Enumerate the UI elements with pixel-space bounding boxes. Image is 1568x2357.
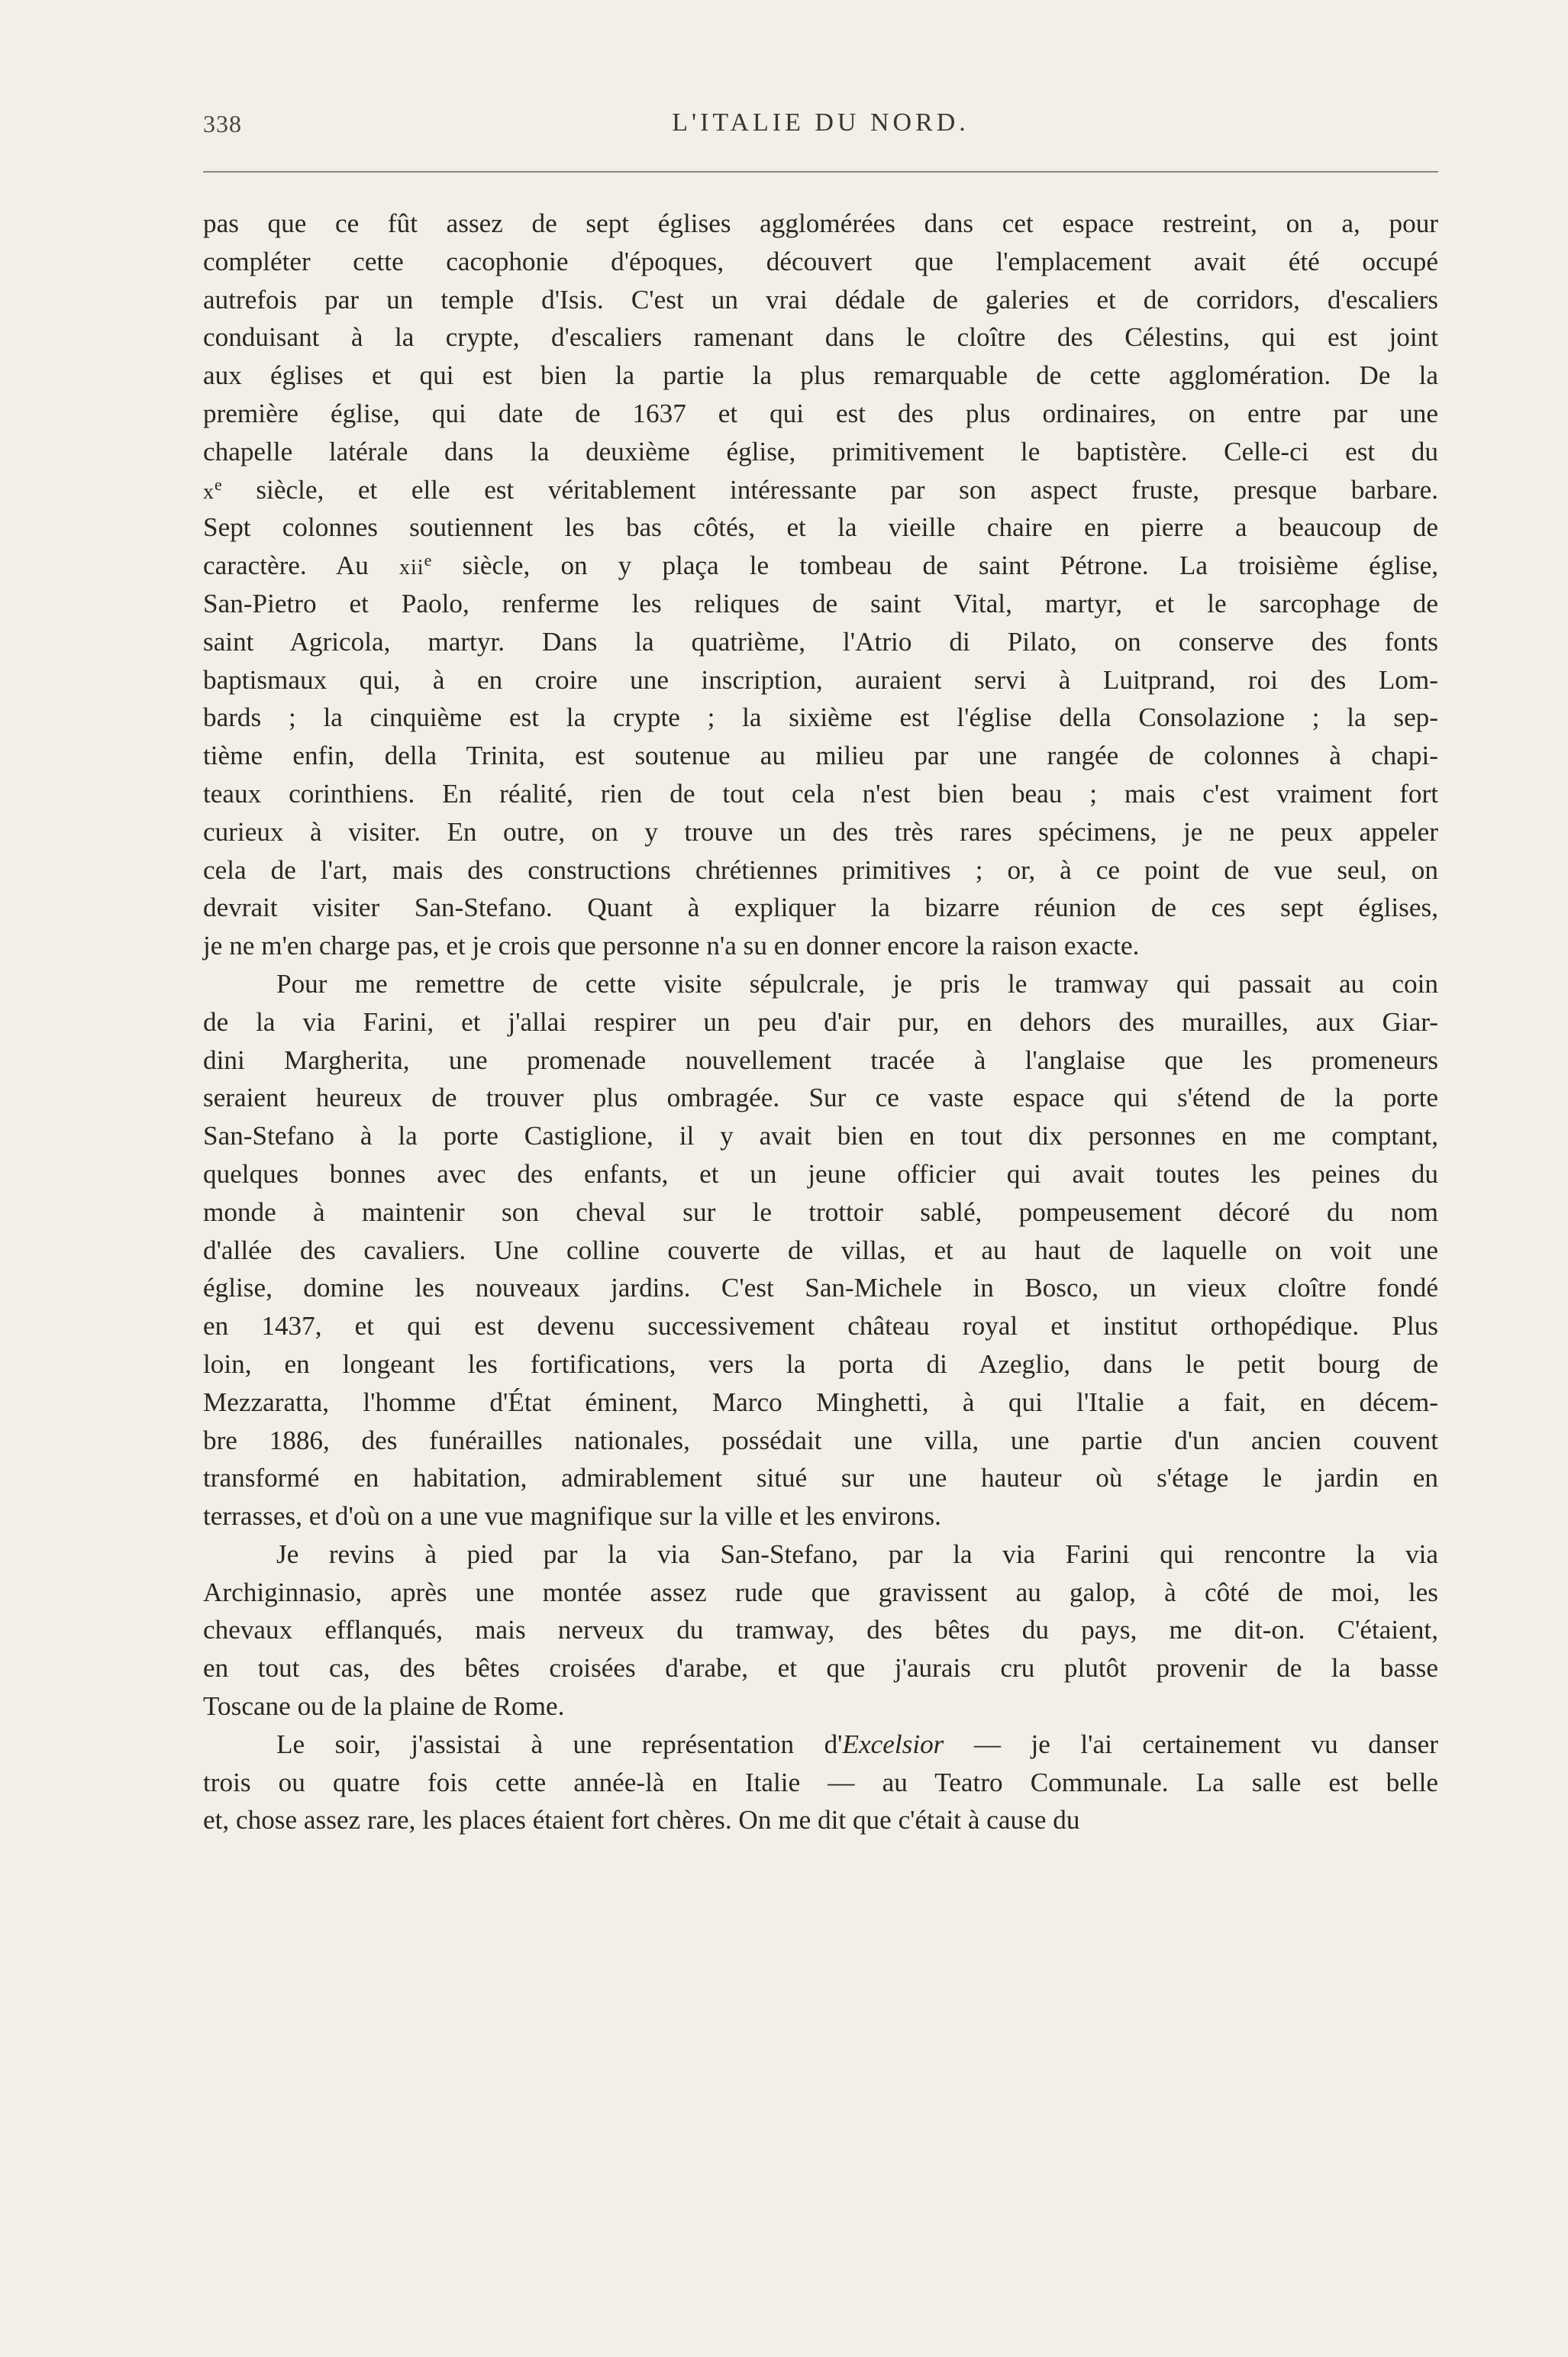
text-line: je ne m'en charge pas, et je crois que personne n'a su en donner encore la raison exacte. [203,931,1140,961]
paragraph [203,205,1438,965]
text-line [203,471,1438,509]
roman-numeral: xii [399,556,424,580]
page-header [203,105,1438,151]
text-line: San-Stefano à la porte Castiglione, il y avait bien en tout dix personnes en me comptant, [203,1121,1438,1151]
body-text [203,205,1438,1839]
text-line: Archiginnasio, après une montée assez rude que gravissent au galop, à côté de moi, les [203,1577,1438,1607]
text-line: d'allée des cavaliers. Une colline couverte de villas, et au haut de laquelle on voit une [203,1235,1438,1265]
text-line: chevaux efflanqués, mais nerveux du tramway, des bêtes du pays, me dit-on. C'étaient, [203,1615,1438,1645]
text-line: quelques bonnes avec des enfants, et un jeune officier qui avait toutes les peines du [203,1158,1438,1189]
superscript: e [424,551,432,570]
text-line [203,1726,1438,1764]
text-line: teaux corinthiens. En réalité, rien de tout cela n'est bien beau ; mais c'est vraiment fort [203,778,1438,809]
running-title: L'ITALIE DU NORD. [672,108,970,137]
text-line: San-Pietro et Paolo, renferme les reliques de saint Vital, martyr, et le sarcophage de [203,588,1438,618]
text-line: devrait visiter San-Stefano. Quant à expliquer la bizarre réunion de ces sept églises, [203,893,1438,923]
text-line: église, domine les nouveaux jardins. C'est San-Michele in Bosco, un vieux cloître fondé [203,1273,1438,1303]
header-rule [203,171,1438,173]
text-line: transformé en habitation, admirablement situé sur une hauteur où s'étage le jardin en [203,1463,1438,1493]
text-line: de la via Farini, et j'allai respirer un peu d'air pur, en dehors des murailles, aux Giar- [203,1006,1438,1037]
text-line: trois ou quatre fois cette année-là en Italie — au Teatro Communale. La salle est belle [203,1767,1438,1797]
text-span: siècle, et elle est véritablement intéressante par son aspect fruste, presque barbare. [221,474,1438,505]
text-line: autrefois par un temple d'Isis. C'est un vrai dédale de galeries et de corridors, d'escaliers [203,284,1438,315]
text-line [203,547,1438,585]
text-line: curieux à visiter. En outre, on y trouve un des très rares spécimens, je ne peux appeler [203,816,1438,847]
text-line: en 1437, et qui est devenu successivement château royal et institut orthopédique. Plus [203,1311,1438,1342]
text-line: monde à maintenir son cheval sur le trottoir sablé, pompeusement décoré du nom [203,1196,1438,1227]
text-line: Sept colonnes soutiennent les bas côtés, et la vieille chaire en pierre a beaucoup de [203,512,1438,543]
text-line: chapelle latérale dans la deuxième église, primitivement le baptistère. Celle-ci est du [203,436,1438,467]
text-line: cela de l'art, mais des constructions chrétiennes primitives ; or, à ce point de vue seul, on [203,854,1438,885]
italic-title: Excelsior [842,1729,944,1759]
text-line: bards ; la cinquième est la crypte ; la sixième est l'église della Consolazione ; la sep- [203,702,1438,733]
text-line: première église, qui date de 1637 et qui est des plus ordinaires, on entre par une [203,398,1438,428]
text-span: siècle, on y plaça le tombeau de saint Pétrone. La troisième église, [431,551,1438,581]
text-line: seraient heureux de trouver plus ombragée. Sur ce vaste espace qui s'étend de la porte [203,1083,1438,1113]
text-line: saint Agricola, martyr. Dans la quatrième, l'Atrio di Pilato, on conserve des fonts [203,626,1438,657]
text-line: Toscane ou de la plaine de Rome. [203,1691,565,1722]
text-span: Le soir, j'assistai à une représentation d' [276,1729,843,1759]
page-number: 338 [203,110,242,137]
text-span: — je l'ai certainement vu danser [944,1729,1438,1759]
text-line: et, chose assez rare, les places étaient fort chères. On me dit que c'était à cause du [203,1805,1080,1836]
text-line: compléter cette cacophonie d'époques, découvert que l'emplacement avait été occupé [203,246,1438,276]
text-line: Je revins à pied par la via San-Stefano, par la via Farini qui rencontre la via [276,1539,1438,1569]
roman-numeral: x [203,479,215,504]
text-span [203,475,215,505]
text-line: Pour me remettre de cette visite sépulcrale, je pris le tramway qui passait au coin [276,968,1438,999]
paragraph [203,1535,1438,1726]
text-line: conduisant à la crypte, d'escaliers ramenant dans le cloître des Célestins, qui est joint [203,322,1438,353]
text-line: pas que ce fût assez de sept églises agglomérées dans cet espace restreint, on a, pour [203,208,1438,238]
text-line: tième enfin, della Trinita, est soutenue au milieu par une rangée de colonnes à chapi- [203,741,1438,771]
text-line: dini Margherita, une promenade nouvellement tracée à l'anglaise que les promeneurs [203,1045,1438,1075]
text-line: bre 1886, des funérailles nationales, possédait une villa, une partie d'un ancien couvent [203,1425,1438,1455]
superscript: e [215,474,222,494]
text-line: en tout cas, des bêtes croisées d'arabe, et que j'aurais cru plutôt provenir de la basse [203,1653,1438,1684]
paragraph [203,965,1438,1535]
paragraph [203,1726,1438,1839]
text-line: loin, en longeant les fortifications, vers la porta di Azeglio, dans le petit bourg de [203,1348,1438,1379]
text-line: baptismaux qui, à en croire une inscription, auraient servi à Luitprand, roi des Lom- [203,664,1438,695]
text-span: caractère. Au xii [203,551,424,581]
text-line: terrasses, et d'où on a une vue magnifique sur la ville et les environs. [203,1501,941,1532]
text-line: Mezzaratta, l'homme d'État éminent, Marco Minghetti, à qui l'Italie a fait, en décem- [203,1387,1438,1417]
text-line: aux églises et qui est bien la partie la plus remarquable de cette agglomération. De la [203,360,1438,391]
